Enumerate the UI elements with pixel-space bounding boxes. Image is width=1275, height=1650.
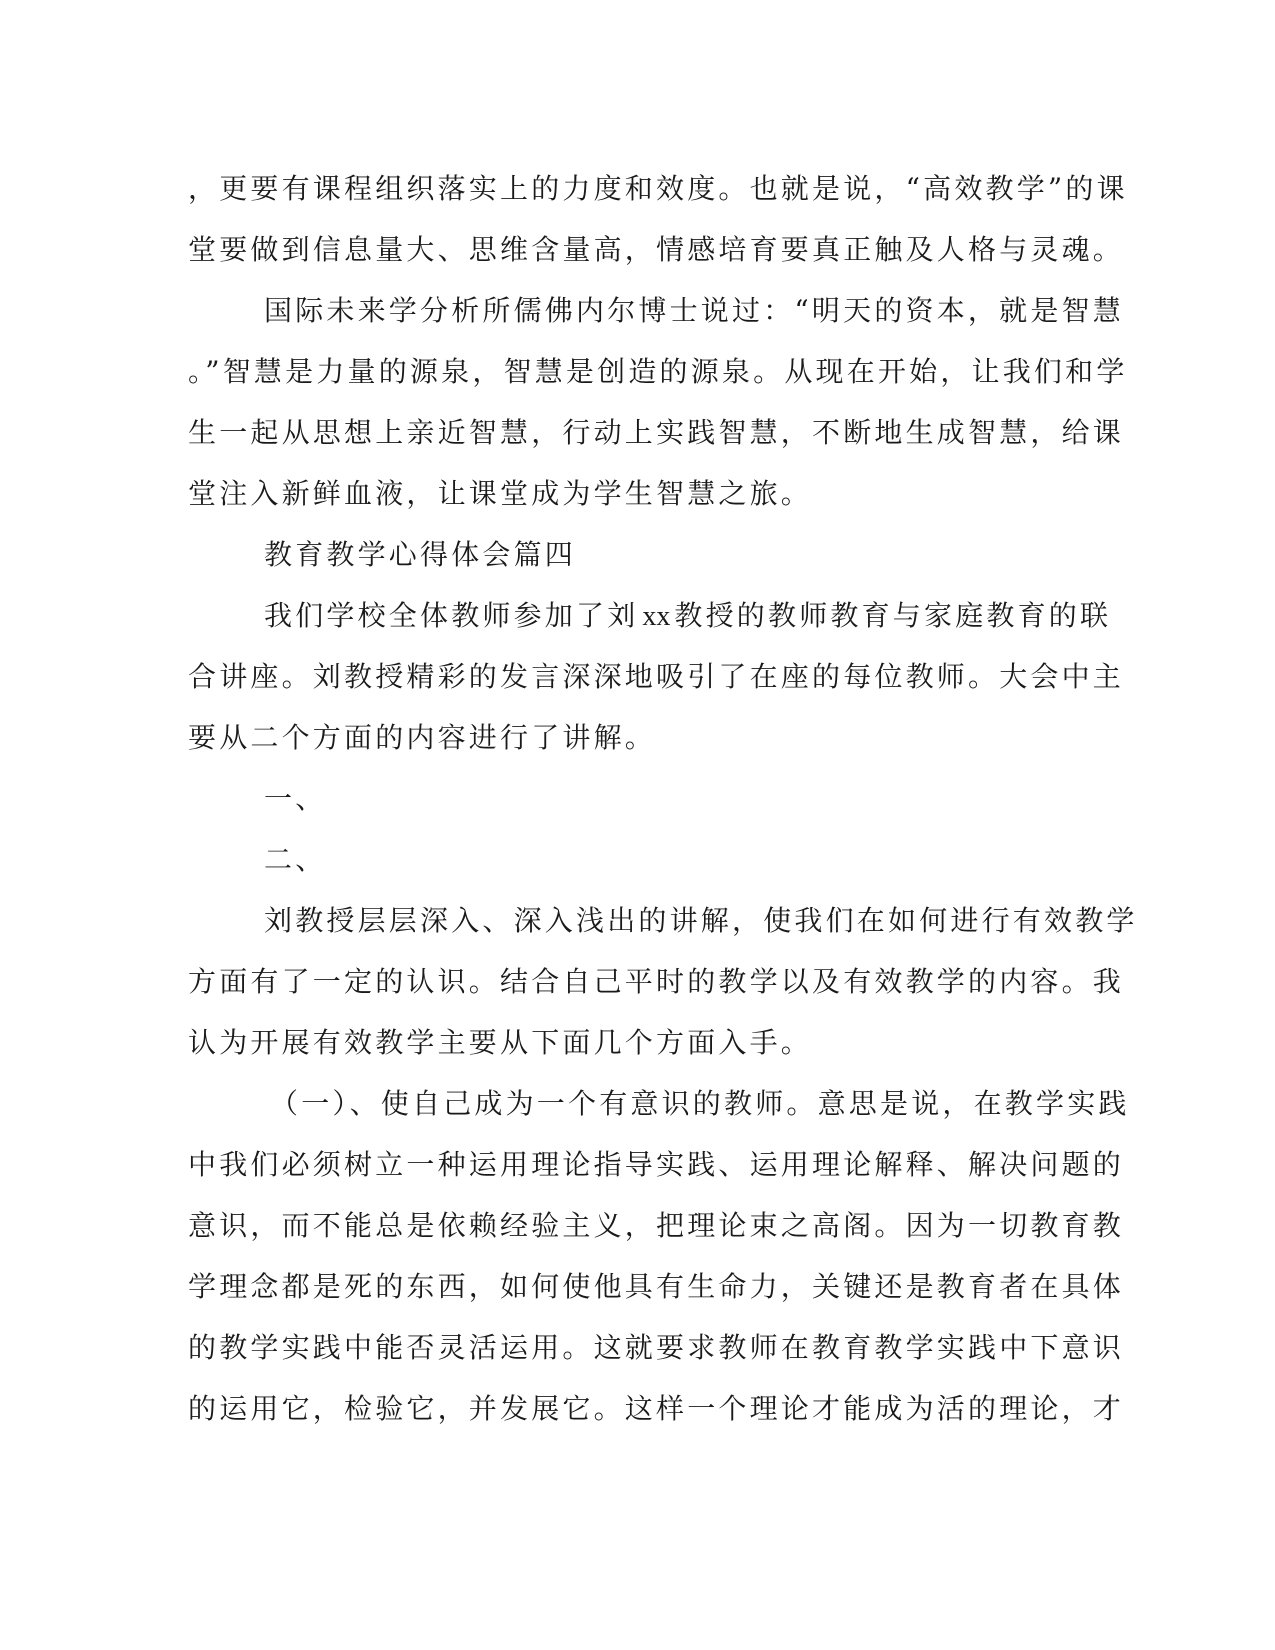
text-line: 的运用它，检验它，并发展它。这样一个理论才能成为活的理论，才 — [188, 1392, 1125, 1425]
text-line: 要从二个方面的内容进行了讲解。 — [188, 721, 657, 754]
section-heading: 教育教学心得体会篇四 — [264, 538, 577, 571]
text-line: 刘教授层层深入、深入浅出的讲解，使我们在如何进行有效教学 — [264, 904, 1138, 937]
text-segment: 教授的教师教育与家庭教育的联 — [674, 599, 1112, 632]
list-marker-line: 一、 — [264, 782, 327, 815]
text-line: ，更要有课程组织落实上的力度和效度。也就是说，“高效教学”的课 — [188, 172, 1128, 205]
text-line: 堂要做到信息量大、思维含量高，情感培育要真正触及人格与灵魂。 — [188, 233, 1125, 266]
text-line: 合讲座。刘教授精彩的发言深深地吸引了在座的每位教师。大会中主 — [188, 660, 1125, 693]
text-line: 生一起从思想上亲近智慧，行动上实践智慧，不断地生成智慧，给课 — [188, 416, 1125, 449]
text-line: 学理念都是死的东西，如何使他具有生命力，关键还是教育者在具体 — [188, 1270, 1125, 1303]
text-line: 国际未来学分析所儒佛内尔博士说过：“明天的资本，就是智慧 — [264, 294, 1124, 327]
text-line — [188, 585, 1112, 646]
list-marker-line: 二、 — [264, 843, 327, 876]
text-line: 中我们必须树立一种运用理论指导实践、运用理论解释、解决问题的 — [188, 1148, 1125, 1181]
text-segment: 我们学校全体教师参加了刘 — [264, 599, 639, 632]
text-line: 堂注入新鲜血液，让课堂成为学生智慧之旅。 — [188, 477, 813, 510]
text-line: 方面有了一定的认识。结合自己平时的教学以及有效教学的内容。我 — [188, 965, 1125, 998]
text-segment-latin: xx — [642, 601, 671, 632]
text-line: 。”智慧是力量的源泉，智慧是创造的源泉。从现在开始，让我们和学 — [188, 355, 1128, 388]
text-line: （一）、使自己成为一个有意识的教师。意思是说，在教学实践 — [270, 1087, 1130, 1120]
text-line: 意识，而不能总是依赖经验主义，把理论束之高阁。因为一切教育教 — [188, 1209, 1125, 1242]
text-line: 的教学实践中能否灵活运用。这就要求教师在教育教学实践中下意识 — [188, 1331, 1125, 1364]
document-body — [188, 158, 1138, 1439]
text-line: 认为开展有效教学主要从下面几个方面入手。 — [188, 1026, 813, 1059]
